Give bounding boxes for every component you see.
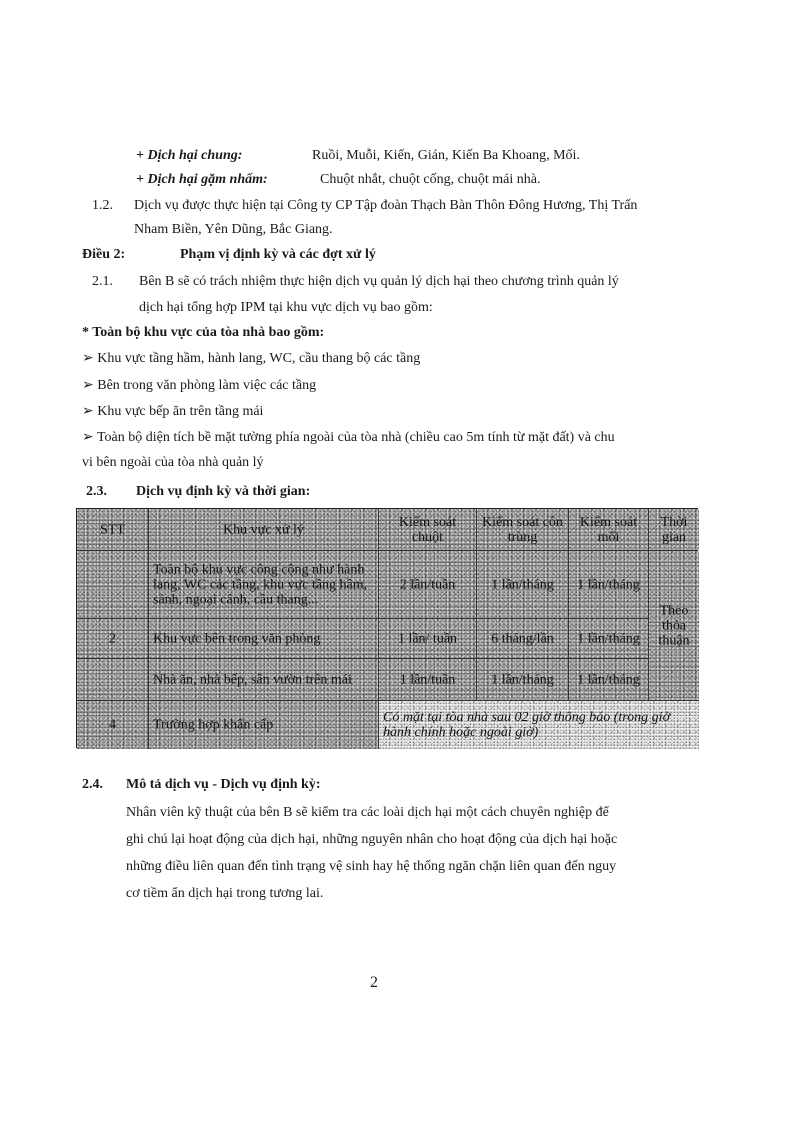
section-2-3-number: 2.3. xyxy=(86,484,107,499)
section-2-3-title: Dịch vụ định kỳ và thời gian: xyxy=(136,484,311,499)
table-cell: 6 tháng/lần xyxy=(477,619,569,658)
header-cell: Kiểm soát côn trùng xyxy=(477,509,569,550)
pest-general-value: Ruồi, Muỗi, Kiến, Gián, Kiến Ba Khoang, Mối. xyxy=(312,148,580,163)
header-cell: Thời gian xyxy=(649,509,699,550)
table-cell xyxy=(77,659,149,700)
header-cell: STT xyxy=(77,509,149,550)
arrow-bullet-icon: ➢ xyxy=(82,378,98,393)
section-2-4-line: những điều liên quan đến tình trạng vệ sinh hay hệ thống ngăn chặn liên quan đến nguy xyxy=(126,859,617,874)
page-number: 2 xyxy=(370,974,378,991)
table-row xyxy=(77,701,697,749)
section-1-2-line1: Dịch vụ được thực hiện tại Công ty CP Tập đoàn Thạch Bàn Thôn Đông Hương, Thị Trấn xyxy=(134,198,638,213)
table-cell xyxy=(77,551,149,618)
section-2-4-title: Mô tả dịch vụ - Dịch vụ định kỳ: xyxy=(126,777,321,792)
table-cell: 1 lần/tháng xyxy=(569,659,649,700)
arrow-bullet-icon: ➢ xyxy=(82,404,98,419)
section-2-4-line: Nhân viên kỹ thuật của bên B sẽ kiểm tra các loài dịch hại một cách chuyên nghiệp để xyxy=(126,805,609,820)
pest-general-label: + Dịch hại chung: xyxy=(136,148,243,163)
table-row xyxy=(77,659,697,701)
table-header-row xyxy=(77,509,697,551)
section-2-1-line2: dịch hại tổng hợp IPM tại khu vực dịch vụ bao gồm: xyxy=(139,300,433,315)
emergency-merged-cell: Có mặt tại tòa nhà sau 02 giờ thông báo (trong giờ hành chính hoặc ngoài giờ) xyxy=(379,701,699,749)
section-1-2-line2: Nham Biền, Yên Dũng, Bắc Giang. xyxy=(134,222,333,237)
section-1-2-number: 1.2. xyxy=(92,198,113,213)
bullet-item: ➢ Khu vực tầng hầm, hành lang, WC, cầu thang bộ các tầng xyxy=(82,351,421,366)
table-cell: 1 lần/tuần xyxy=(379,659,477,700)
article-2-label: Điều 2: xyxy=(82,247,126,262)
table-row xyxy=(77,551,697,619)
pest-rodent-value: Chuột nhắt, chuột cống, chuột mái nhà. xyxy=(320,172,541,187)
table-cell: 1 lần/tháng xyxy=(569,619,649,658)
bullet-item: ➢ Bên trong văn phòng làm việc các tầng xyxy=(82,378,317,393)
section-2-4-line: ghi chú lại hoạt động của dịch hại, những nguyên nhân cho hoạt động của dịch hại hoặc xyxy=(126,832,618,847)
bullet-item: ➢ Toàn bộ diện tích bề mặt tường phía ngoài của tòa nhà (chiều cao 5m tính từ mặt đất) và chu xyxy=(82,430,615,445)
table-cell: 1 lần/tháng xyxy=(477,551,569,618)
bullet-continuation: vi bên ngoài của tòa nhà quản lý xyxy=(82,455,264,470)
service-schedule-table xyxy=(76,508,698,748)
section-2-4-number: 2.4. xyxy=(82,777,103,792)
table-cell: Toàn bộ khu vực công cộng như hành lang, WC các tầng, khu vực tầng hầm, sảnh, ngoại cảnh, cầu thang... xyxy=(149,551,379,618)
arrow-bullet-icon: ➢ xyxy=(82,351,98,366)
table-cell: Nhà ăn, nhà bếp, sân vườn trên mái xyxy=(149,659,379,700)
header-cell: Khu vực xử lý xyxy=(149,509,379,550)
table-cell: Trường hợp khẩn cấp xyxy=(149,701,379,749)
table-cell: 1 lần/tháng xyxy=(477,659,569,700)
table-cell: 2 lần/tuần xyxy=(379,551,477,618)
table-cell: 1 lần/ tuần xyxy=(379,619,477,658)
section-2-4-line: cơ tiềm ẩn dịch hại trong tương lai. xyxy=(126,886,324,901)
section-2-1-number: 2.1. xyxy=(92,274,113,289)
pest-rodent-label: + Dịch hại gặm nhấm: xyxy=(136,172,268,187)
section-2-1-line1: Bên B sẽ có trách nhiệm thực hiện dịch vụ quản lý dịch hại theo chương trình quản lý xyxy=(139,274,619,289)
area-heading: * Toàn bộ khu vực của tòa nhà bao gồm: xyxy=(82,325,325,340)
arrow-bullet-icon: ➢ xyxy=(82,430,97,445)
table-row xyxy=(77,619,697,659)
bullet-item: ➢ Khu vực bếp ăn trên tầng mái xyxy=(82,404,264,419)
table-cell: 1 lần/tháng xyxy=(569,551,649,618)
article-2-title: Phạm vị định kỳ và các đợt xử lý xyxy=(180,247,376,262)
table-cell: 4 xyxy=(77,701,149,749)
header-cell: Kiểm soát mối xyxy=(569,509,649,550)
table-cell: Khu vực bên trong văn phòng xyxy=(149,619,379,658)
table-cell: 2 xyxy=(77,619,149,658)
time-merged-cell: Theo thỏa thuận xyxy=(649,551,699,701)
header-cell: Kiểm soát chuột xyxy=(379,509,477,550)
